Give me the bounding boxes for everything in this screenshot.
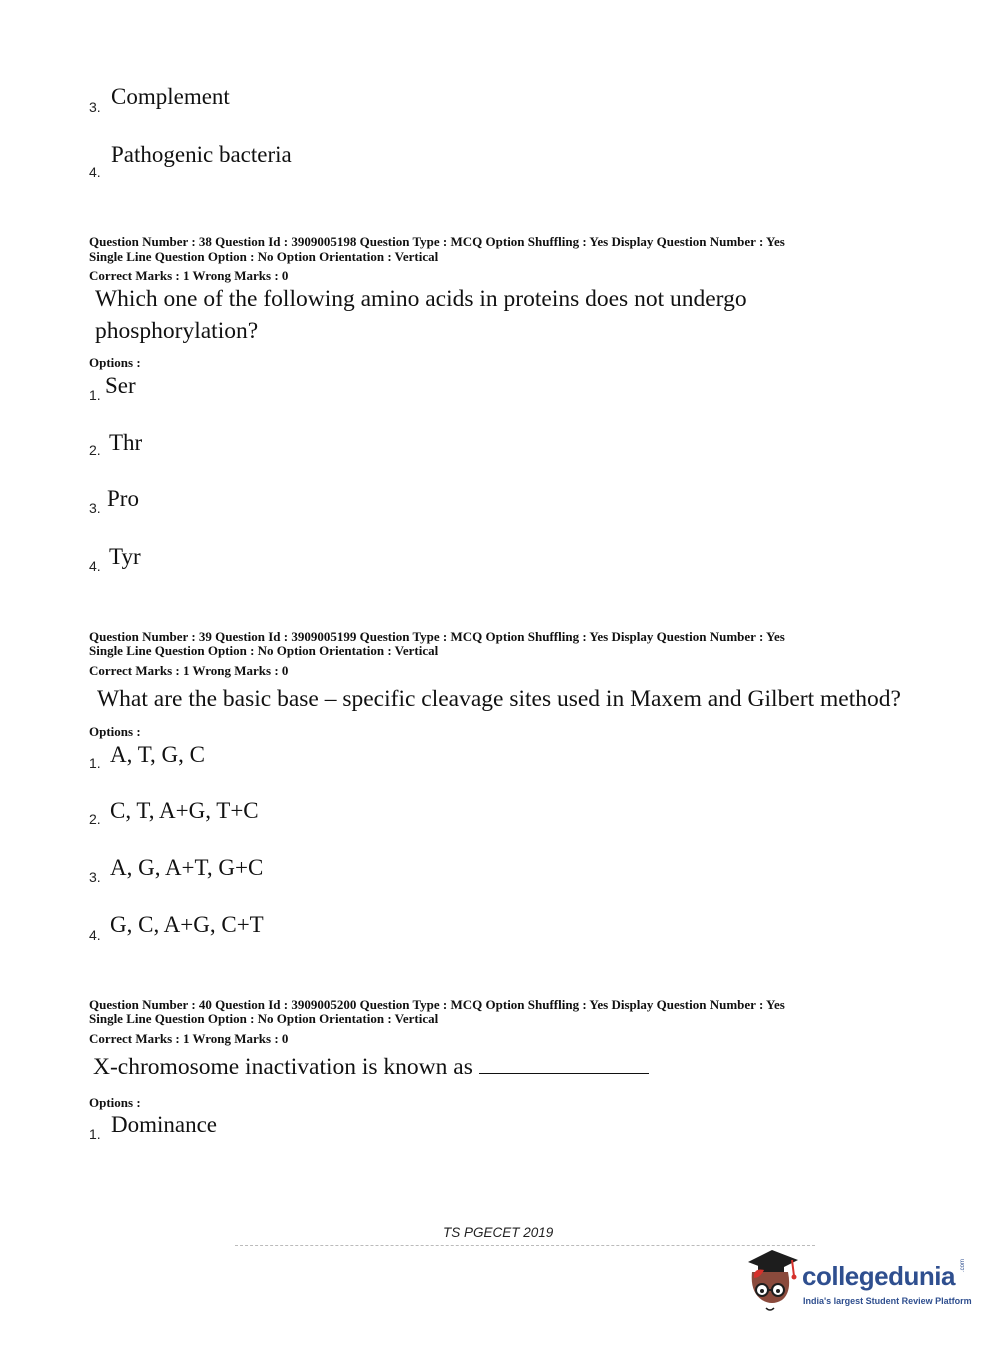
logo-wordmark: collegedunia bbox=[802, 1261, 955, 1291]
footer-divider bbox=[235, 1245, 815, 1246]
question-marks: Correct Marks : 1 Wrong Marks : 0 bbox=[89, 268, 289, 283]
option-text: Thr bbox=[109, 430, 143, 455]
question-meta-line: Single Line Question Option : No Option Orientation : Vertical bbox=[89, 643, 439, 658]
question-meta-line: Question Number : 39 Question Id : 3909005199 Question Type : MCQ Option Shuffling : Yes Display Question Number : Yes bbox=[89, 629, 785, 644]
question-meta-line: Question Number : 38 Question Id : 3909005198 Question Type : MCQ Option Shuffling : Yes Display Question Number : Yes bbox=[89, 234, 785, 249]
question-text: Which one of the following amino acids in proteins does not undergo bbox=[95, 286, 747, 312]
options-label: Options : bbox=[89, 1095, 141, 1110]
options-label: Options : bbox=[89, 355, 141, 370]
option-number: 4. bbox=[89, 558, 101, 574]
option-text: Tyr bbox=[109, 544, 141, 569]
question-meta-line: Single Line Question Option : No Option Orientation : Vertical bbox=[89, 1011, 439, 1026]
option-number: 3. bbox=[89, 869, 101, 885]
question-text: What are the basic base – specific cleavage sites used in Maxem and Gilbert method? bbox=[97, 686, 901, 712]
prev-option-4-text: Pathogenic bacteria bbox=[111, 142, 292, 167]
option-text: A, T, G, C bbox=[110, 742, 205, 767]
fill-in-blank bbox=[479, 1055, 649, 1074]
mascot-icon bbox=[742, 1248, 802, 1314]
prev-option-3-text: Complement bbox=[111, 84, 230, 109]
logo-tagline: India's largest Student Review Platform bbox=[803, 1296, 972, 1306]
collegedunia-logo bbox=[742, 1248, 972, 1318]
question-text bbox=[93, 1051, 649, 1083]
logo-com: .com bbox=[960, 1258, 966, 1272]
footer-exam-name: TS PGECET 2019 bbox=[443, 1225, 554, 1240]
prev-option-4-number: 4. bbox=[89, 164, 101, 180]
question-marks: Correct Marks : 1 Wrong Marks : 0 bbox=[89, 1031, 289, 1046]
option-text: G, C, A+G, C+T bbox=[110, 912, 264, 937]
question-meta-line: Question Number : 40 Question Id : 3909005200 Question Type : MCQ Option Shuffling : Yes Display Question Number : Yes bbox=[89, 997, 785, 1012]
option-number: 3. bbox=[89, 500, 101, 516]
option-number: 2. bbox=[89, 811, 101, 827]
option-text: Ser bbox=[105, 373, 136, 398]
question-text: phosphorylation? bbox=[95, 318, 259, 344]
option-number: 2. bbox=[89, 442, 101, 458]
option-text: C, T, A+G, T+C bbox=[110, 798, 259, 823]
question-meta-line: Single Line Question Option : No Option Orientation : Vertical bbox=[89, 249, 439, 264]
option-number: 1. bbox=[89, 1126, 101, 1142]
question-text-content: X-chromosome inactivation is known as bbox=[93, 1054, 473, 1080]
prev-option-3-number: 3. bbox=[89, 99, 101, 115]
question-marks: Correct Marks : 1 Wrong Marks : 0 bbox=[89, 663, 289, 678]
option-number: 4. bbox=[89, 927, 101, 943]
option-number: 1. bbox=[89, 387, 101, 403]
option-text: Pro bbox=[107, 486, 139, 511]
option-text: Dominance bbox=[111, 1112, 218, 1137]
option-text: A, G, A+T, G+C bbox=[110, 855, 264, 880]
option-number: 1. bbox=[89, 755, 101, 771]
options-label: Options : bbox=[89, 724, 141, 739]
